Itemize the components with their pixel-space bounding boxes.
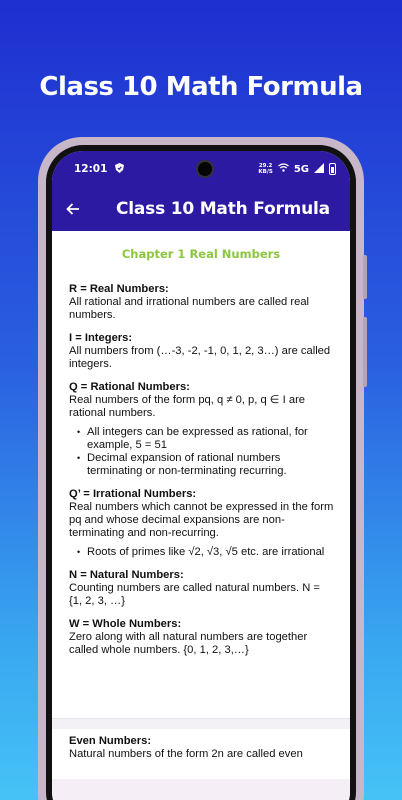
chapter-title: Chapter 1 Real Numbers [121,247,281,261]
promo-title: Class 10 Math Formula [39,72,363,102]
battery-icon [329,163,336,175]
term-definition: Natural numbers of the form 2n are called even [69,748,303,760]
term-heading: N = Natural Numbers: [69,569,184,581]
app-title: Class 10 Math Formula [116,199,330,219]
term-definition: Counting numbers are called natural numbers. N = {1, 2, 3, …} [69,582,320,607]
network-speed-value: 29.2 [258,163,273,169]
navigation-bar [52,779,350,800]
phone-bezel [46,145,356,800]
formula-card [52,283,350,657]
network-speed [258,163,272,175]
bullet-list [77,426,334,478]
front-camera [196,160,214,178]
term-heading: Q’ = Irrational Numbers: [69,488,197,500]
phone-frame [38,137,364,800]
network-type: 5G [293,163,309,175]
status-bar [52,151,350,187]
content-area[interactable] [52,247,350,769]
volume-button [363,255,367,299]
section-real-numbers [69,283,334,322]
list-item: • All integers can be expressed as rational, for example, 5 = 51 [77,426,334,452]
term-definition: Zero along with all natural numbers are together called whole numbers. {0, 1, 2, 3,…} [69,631,308,656]
status-icons [258,163,336,176]
term-definition: All numbers from (…-3, -2, -1, 0, 1, 2, 3…) are called integers. [69,345,331,370]
signal-icon [314,163,324,176]
phone-screen [52,151,350,800]
term-definition: Real numbers which cannot be expressed in the form pq and whose decimal expansions are non-terminating and non-recurring. [69,501,334,539]
formula-card-next [52,729,350,769]
term-heading: Q = Rational Numbers: [69,381,190,393]
status-time: 12:01 [74,163,108,175]
section-integers [69,332,334,371]
arrow-left-icon[interactable] [66,198,92,221]
card-bottom-spacer [52,667,350,719]
app-bar [52,187,350,231]
section-natural-numbers [69,569,334,608]
shield-icon [115,163,124,176]
network-speed-unit: KB/S [258,169,273,175]
term-heading: W = Whole Numbers: [69,618,182,630]
section-whole-numbers [69,618,334,657]
bullet-list [77,546,334,559]
card-gap [52,719,350,729]
term-heading: Even Numbers: [69,735,152,747]
section-irrational-numbers [69,488,334,559]
wifi-icon [278,163,289,175]
list-item: • Roots of primes like √2, √3, √5 etc. are irrational [77,546,334,559]
list-item: • Decimal expansion of rational numbers terminating or non-terminating recurring. [77,452,334,478]
power-button [363,317,367,387]
term-heading: R = Real Numbers: [69,283,169,295]
term-heading: I = Integers: [69,332,133,344]
term-definition: Real numbers of the form pq, q ≠ 0, p, q ∈ I are rational numbers. [69,394,306,419]
section-rational-numbers [69,381,334,478]
term-definition: All rational and irrational numbers are called real numbers. [69,296,310,321]
